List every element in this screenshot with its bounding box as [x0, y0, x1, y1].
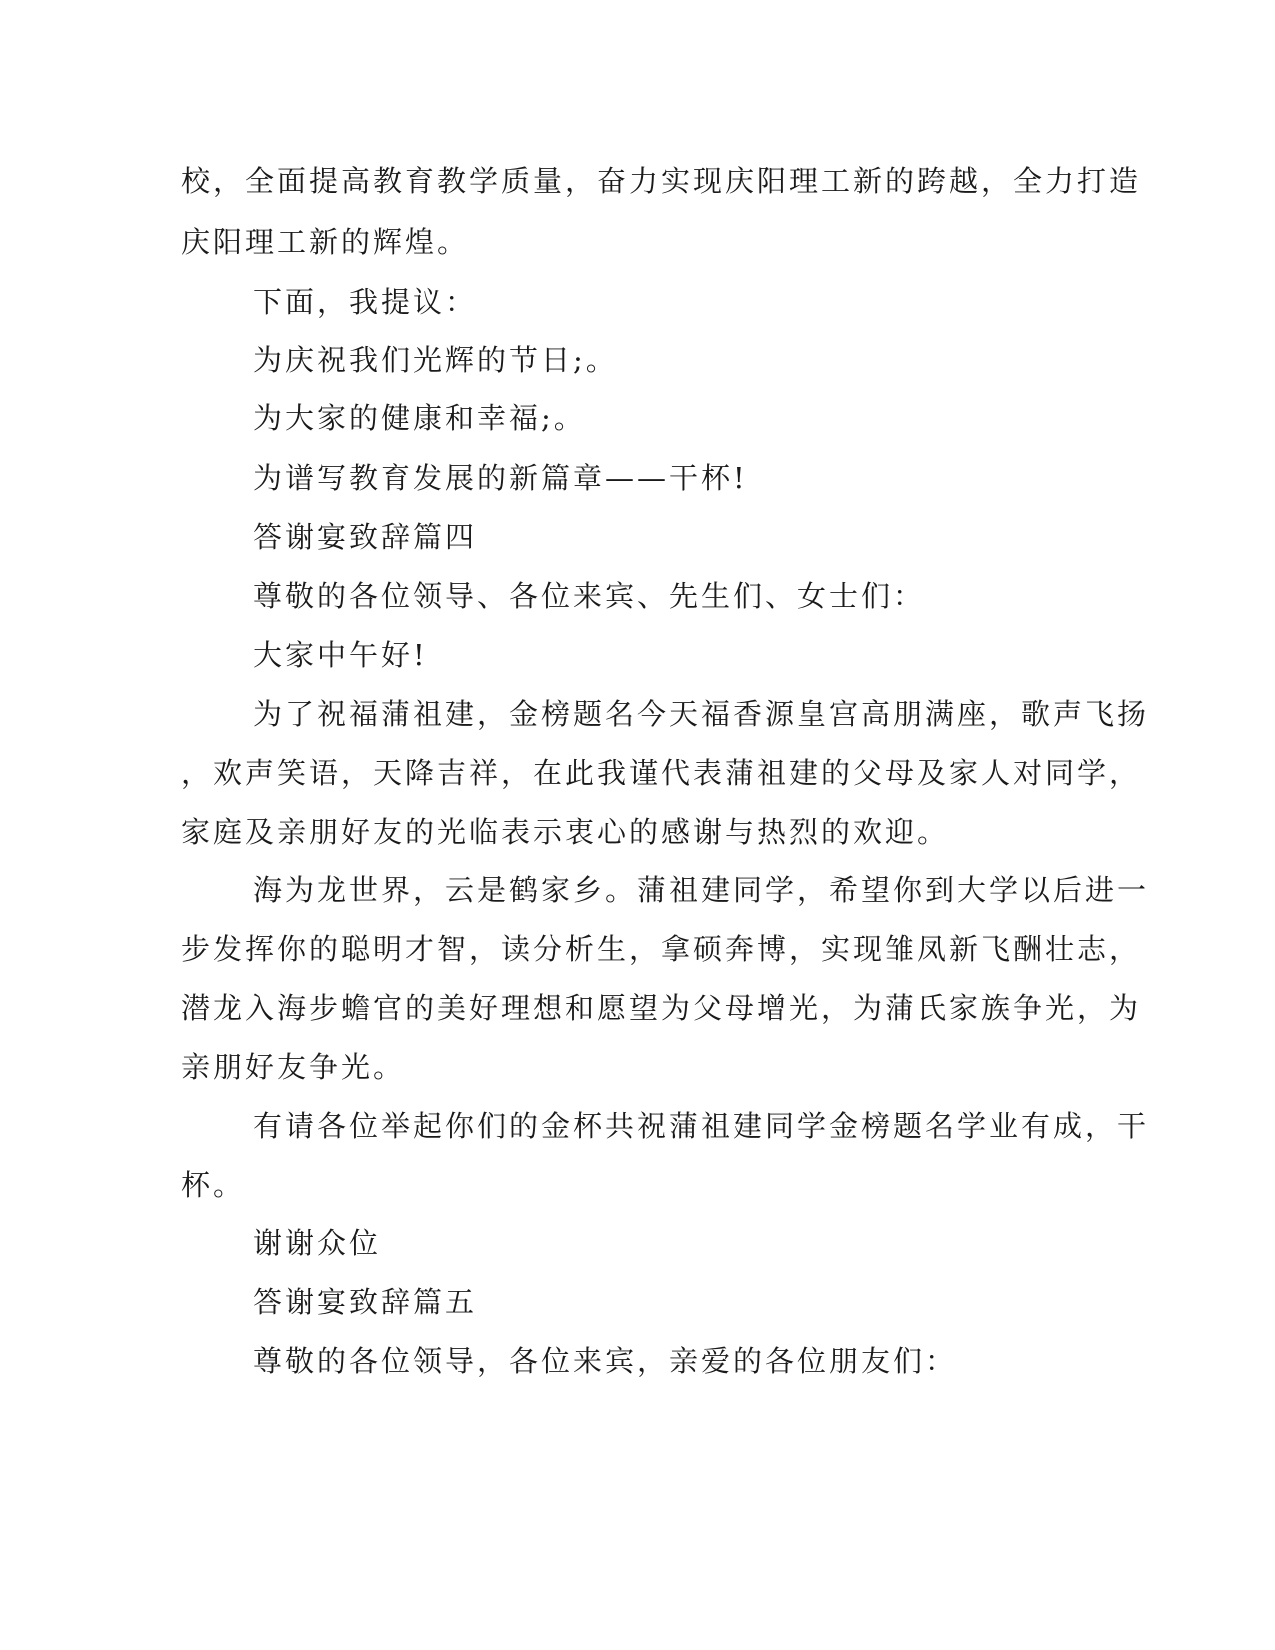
paragraph-line: 海为龙世界，云是鹤家乡。蒲祖建同学，希望你到大学以后进一 — [253, 873, 1150, 907]
paragraph-line: 下面，我提议： — [253, 285, 478, 319]
section-heading: 答谢宴致辞篇五 — [253, 1285, 478, 1319]
paragraph-line: 家庭及亲朋好友的光临表示衷心的感谢与热烈的欢迎。 — [181, 815, 950, 849]
paragraph-line: 为了祝福蒲祖建，金榜题名今天福香源皇宫高朋满座，歌声飞扬 — [253, 697, 1150, 731]
paragraph-line: 步发挥你的聪明才智，读分析生，拿硕奔博，实现雏凤新飞酬壮志， — [181, 932, 1142, 966]
paragraph-line: 有请各位举起你们的金杯共祝蒲祖建同学金榜题名学业有成，干 — [253, 1109, 1150, 1143]
paragraph-line: ，欢声笑语，天降吉祥，在此我谨代表蒲祖建的父母及家人对同学， — [181, 756, 1142, 790]
paragraph-line: 为大家的健康和幸福;。 — [253, 401, 586, 435]
paragraph-line: 为庆祝我们光辉的节日;。 — [253, 343, 618, 377]
salutation-line: 尊敬的各位领导、各位来宾、先生们、女士们： — [253, 579, 926, 613]
paragraph-line: 庆阳理工新的辉煌。 — [181, 225, 470, 259]
salutation-line: 尊敬的各位领导，各位来宾，亲爱的各位朋友们： — [253, 1344, 958, 1378]
paragraph-line: 为谱写教育发展的新篇章——干杯! — [253, 461, 748, 495]
paragraph-line: 潜龙入海步蟾官的美好理想和愿望为父母增光，为蒲氏家族争光，为 — [181, 991, 1142, 1025]
section-heading: 答谢宴致辞篇四 — [253, 520, 478, 554]
paragraph-line: 杯。 — [181, 1168, 246, 1202]
paragraph-line: 校，全面提高教育教学质量，奋力实现庆阳理工新的跨越，全力打造 — [181, 164, 1142, 198]
paragraph-line: 亲朋好友争光。 — [181, 1050, 406, 1084]
closing-line: 谢谢众位 — [253, 1226, 382, 1260]
greeting-line: 大家中午好! — [253, 638, 428, 672]
